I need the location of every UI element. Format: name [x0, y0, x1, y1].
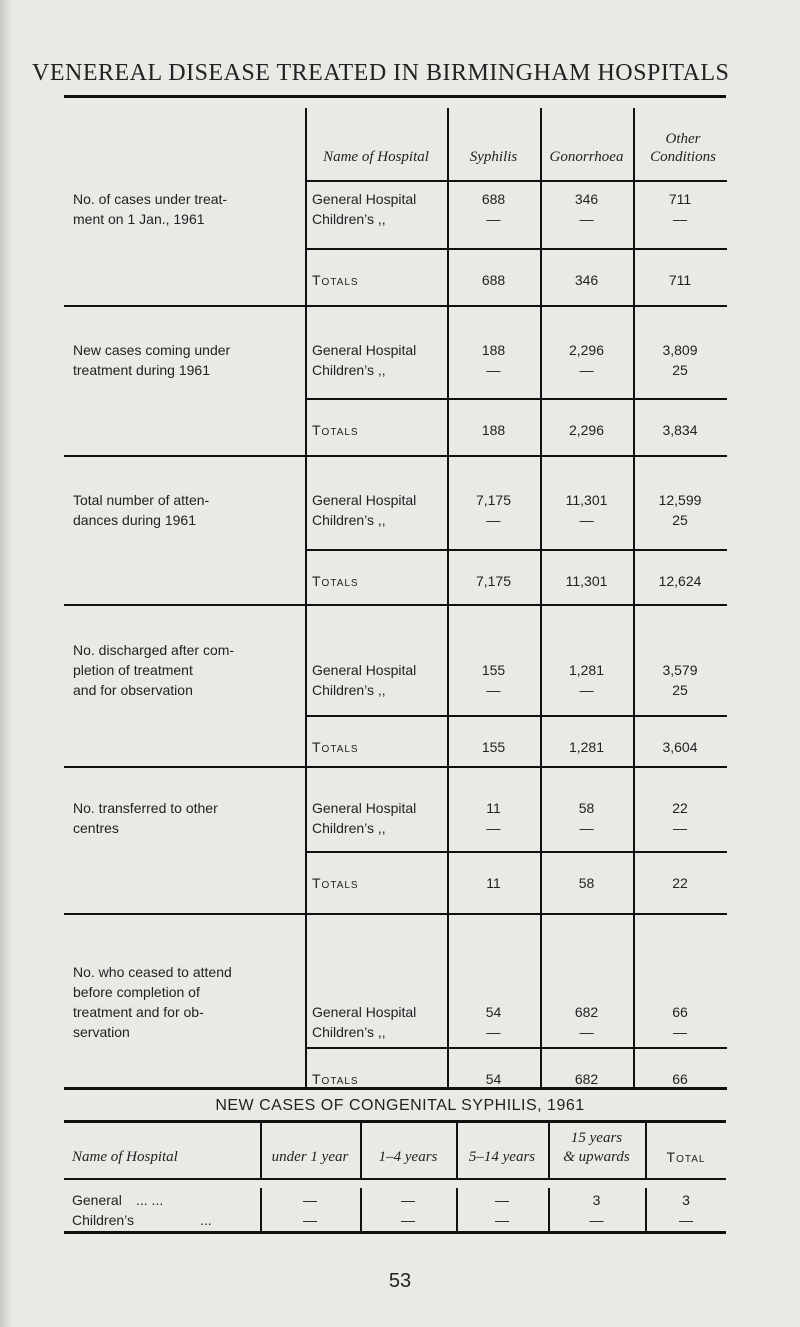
- hospital-name-children: Children’s ,,: [312, 682, 386, 698]
- hospital-name-general: General Hospital: [312, 1004, 417, 1020]
- cong-row-name: General: [72, 1192, 122, 1208]
- row-label: before completion of: [73, 984, 200, 1000]
- cong-header-1-4: 1–4 years: [378, 1149, 438, 1165]
- header-bottom-line: [305, 180, 727, 182]
- value-general: 3,579: [662, 662, 698, 678]
- cong-value: —: [303, 1192, 317, 1208]
- cong-value: —: [589, 1212, 604, 1228]
- value-total: 11: [486, 875, 501, 891]
- cong-value: 3: [592, 1192, 601, 1208]
- value-total: 346: [574, 272, 599, 288]
- hospital-name-general: General Hospital: [312, 662, 417, 678]
- value-children: 25: [672, 512, 688, 528]
- row-label: pletion of treatment: [73, 662, 193, 678]
- hospital-name-children: Children’s ,,: [312, 211, 386, 227]
- row-label: Total number of atten-: [73, 492, 210, 508]
- value-total: 188: [481, 422, 506, 438]
- value-children: —: [486, 820, 501, 836]
- value-total: 58: [578, 875, 595, 891]
- value-general: 12,599: [658, 492, 702, 508]
- col-line: [305, 455, 307, 604]
- value-total: 22: [672, 875, 688, 891]
- hospital-name-children: Children’s ,,: [312, 1024, 386, 1040]
- section-bottom-line: [64, 766, 727, 768]
- value-total: 1,281: [568, 739, 605, 755]
- value-children: —: [486, 1024, 501, 1040]
- value-total: 2,296: [568, 422, 605, 438]
- value-general: 2,296: [568, 342, 605, 358]
- value-general: 711: [668, 191, 692, 207]
- subtotal-line: [305, 248, 727, 250]
- value-total: 66: [672, 1071, 688, 1087]
- col-line: [633, 913, 635, 1088]
- page-edge: [0, 0, 12, 1327]
- row-label: treatment and for ob-: [73, 1004, 204, 1020]
- cong-row-name: Children’s: [72, 1212, 134, 1228]
- totals-label: Totals: [312, 1071, 359, 1087]
- cong-value: —: [401, 1192, 415, 1208]
- main-table-bottom-rule: [64, 1087, 727, 1090]
- row-label: No. discharged after com-: [73, 642, 235, 658]
- cong-header-5-14: 5–14 years: [468, 1149, 536, 1165]
- value-children: —: [579, 512, 594, 528]
- col-line: [305, 180, 307, 305]
- value-children: 25: [672, 362, 688, 378]
- header-other: Other: [665, 131, 701, 147]
- header-syphilis: Syphilis: [469, 149, 518, 165]
- value-children: —: [673, 211, 687, 227]
- value-total: 155: [481, 739, 506, 755]
- value-total: 11,301: [565, 573, 608, 589]
- value-children: —: [486, 362, 501, 378]
- value-children: —: [486, 682, 501, 698]
- cong-header-15plus: 15 years: [570, 1130, 623, 1146]
- value-children: —: [673, 820, 687, 836]
- totals-label: Totals: [312, 875, 359, 891]
- subtotal-line: [305, 851, 727, 853]
- row-label: servation: [73, 1024, 130, 1040]
- cong-row-dots: ...: [200, 1212, 212, 1228]
- hospital-name-general: General Hospital: [312, 342, 417, 358]
- cong-row-dots: ... ...: [136, 1192, 164, 1208]
- value-general: 1,281: [568, 662, 605, 678]
- subtotal-line: [305, 398, 727, 400]
- value-general: 7,175: [475, 492, 512, 508]
- hospital-name-general: General Hospital: [312, 800, 417, 816]
- cong-value: 3: [682, 1192, 690, 1208]
- header-gonorrhoea: Gonorrhoea: [549, 149, 624, 165]
- totals-label: Totals: [312, 272, 359, 288]
- subtotal-line: [305, 715, 727, 717]
- value-children: —: [673, 1024, 687, 1040]
- cong-value: —: [495, 1212, 509, 1228]
- row-label: treatment during 1961: [73, 362, 210, 378]
- header-col-line: [540, 108, 542, 180]
- value-total: 7,175: [475, 573, 512, 589]
- totals-label: Totals: [312, 422, 359, 438]
- row-label: No. who ceased to attend: [73, 964, 232, 980]
- value-children: —: [486, 211, 501, 227]
- value-children: 25: [672, 682, 688, 698]
- congenital-bottom-rule: [64, 1231, 726, 1234]
- value-general: 155: [481, 662, 506, 678]
- value-general: 54: [485, 1004, 502, 1020]
- value-total: 12,624: [658, 573, 702, 589]
- value-general: 58: [578, 800, 595, 816]
- cong-header-15plus: & upwards: [563, 1149, 630, 1165]
- value-children: —: [579, 1024, 594, 1040]
- value-total: 3,604: [662, 739, 698, 755]
- value-general: 66: [672, 1004, 688, 1020]
- title-rule: [64, 95, 726, 98]
- cong-header-total: Total: [666, 1149, 706, 1165]
- value-children: —: [486, 512, 501, 528]
- page-number: 53: [388, 1270, 412, 1292]
- congenital-top-rule: [64, 1120, 726, 1123]
- congenital-title: NEW CASES OF CONGENITAL SYPHILIS, 1961: [215, 1097, 585, 1114]
- value-general: 11,301: [565, 492, 608, 508]
- col-line: [305, 305, 307, 455]
- value-general: 346: [574, 191, 599, 207]
- value-children: —: [579, 682, 594, 698]
- section-bottom-line: [64, 604, 727, 606]
- cong-value: —: [679, 1212, 693, 1228]
- col-line: [540, 913, 542, 1088]
- value-general: 682: [574, 1004, 599, 1020]
- value-total: 3,834: [662, 422, 698, 438]
- value-children: —: [579, 820, 594, 836]
- value-children: —: [579, 362, 594, 378]
- value-total: 54: [485, 1071, 502, 1087]
- hospital-name-children: Children’s ,,: [312, 512, 386, 528]
- row-label: dances during 1961: [73, 512, 196, 528]
- col-line: [305, 913, 307, 1088]
- row-label: centres: [73, 820, 119, 836]
- totals-label: Totals: [312, 739, 359, 755]
- totals-label: Totals: [312, 573, 359, 589]
- cong-header-name: Name of Hospital: [72, 1149, 178, 1165]
- col-line: [305, 766, 307, 913]
- value-general: 188: [481, 342, 506, 358]
- hospital-name-children: Children’s ,,: [312, 820, 386, 836]
- row-label: ment on 1 Jan., 1961: [73, 211, 205, 227]
- col-line: [447, 913, 449, 1088]
- value-general: 3,809: [662, 342, 698, 358]
- row-label: No. transferred to other: [73, 800, 218, 816]
- page-title: VENEREAL DISEASE TREATED IN BIRMINGHAM HOSPITALS: [32, 60, 730, 86]
- section-bottom-line: [64, 455, 727, 457]
- hospital-name-general: General Hospital: [312, 191, 417, 207]
- value-general: 688: [481, 191, 506, 207]
- hospital-name-children: Children’s ,,: [312, 362, 386, 378]
- value-general: 22: [672, 800, 688, 816]
- cong-value: —: [401, 1212, 415, 1228]
- header-col-line: [305, 108, 307, 180]
- header-hospital: Name of Hospital: [323, 149, 429, 165]
- cong-header-under1: under 1 year: [271, 1149, 349, 1165]
- value-children: —: [579, 211, 594, 227]
- header-col-line: [447, 108, 449, 180]
- col-line: [305, 604, 307, 766]
- subtotal-line: [305, 549, 727, 551]
- row-label: and for observation: [73, 682, 193, 698]
- section-bottom-line: [64, 305, 727, 307]
- section-bottom-line: [64, 913, 727, 915]
- row-label: No. of cases under treat-: [73, 191, 228, 207]
- row-label: New cases coming under: [73, 342, 231, 358]
- cong-value: —: [495, 1192, 509, 1208]
- value-total: 711: [668, 272, 692, 288]
- value-general: 11: [486, 800, 501, 816]
- cong-header-line: [64, 1178, 726, 1180]
- value-total: 682: [574, 1071, 599, 1087]
- value-total: 688: [481, 272, 506, 288]
- header-other: Conditions: [650, 149, 716, 165]
- subtotal-line: [305, 1047, 727, 1049]
- hospital-name-general: General Hospital: [312, 492, 417, 508]
- cong-value: —: [303, 1212, 317, 1228]
